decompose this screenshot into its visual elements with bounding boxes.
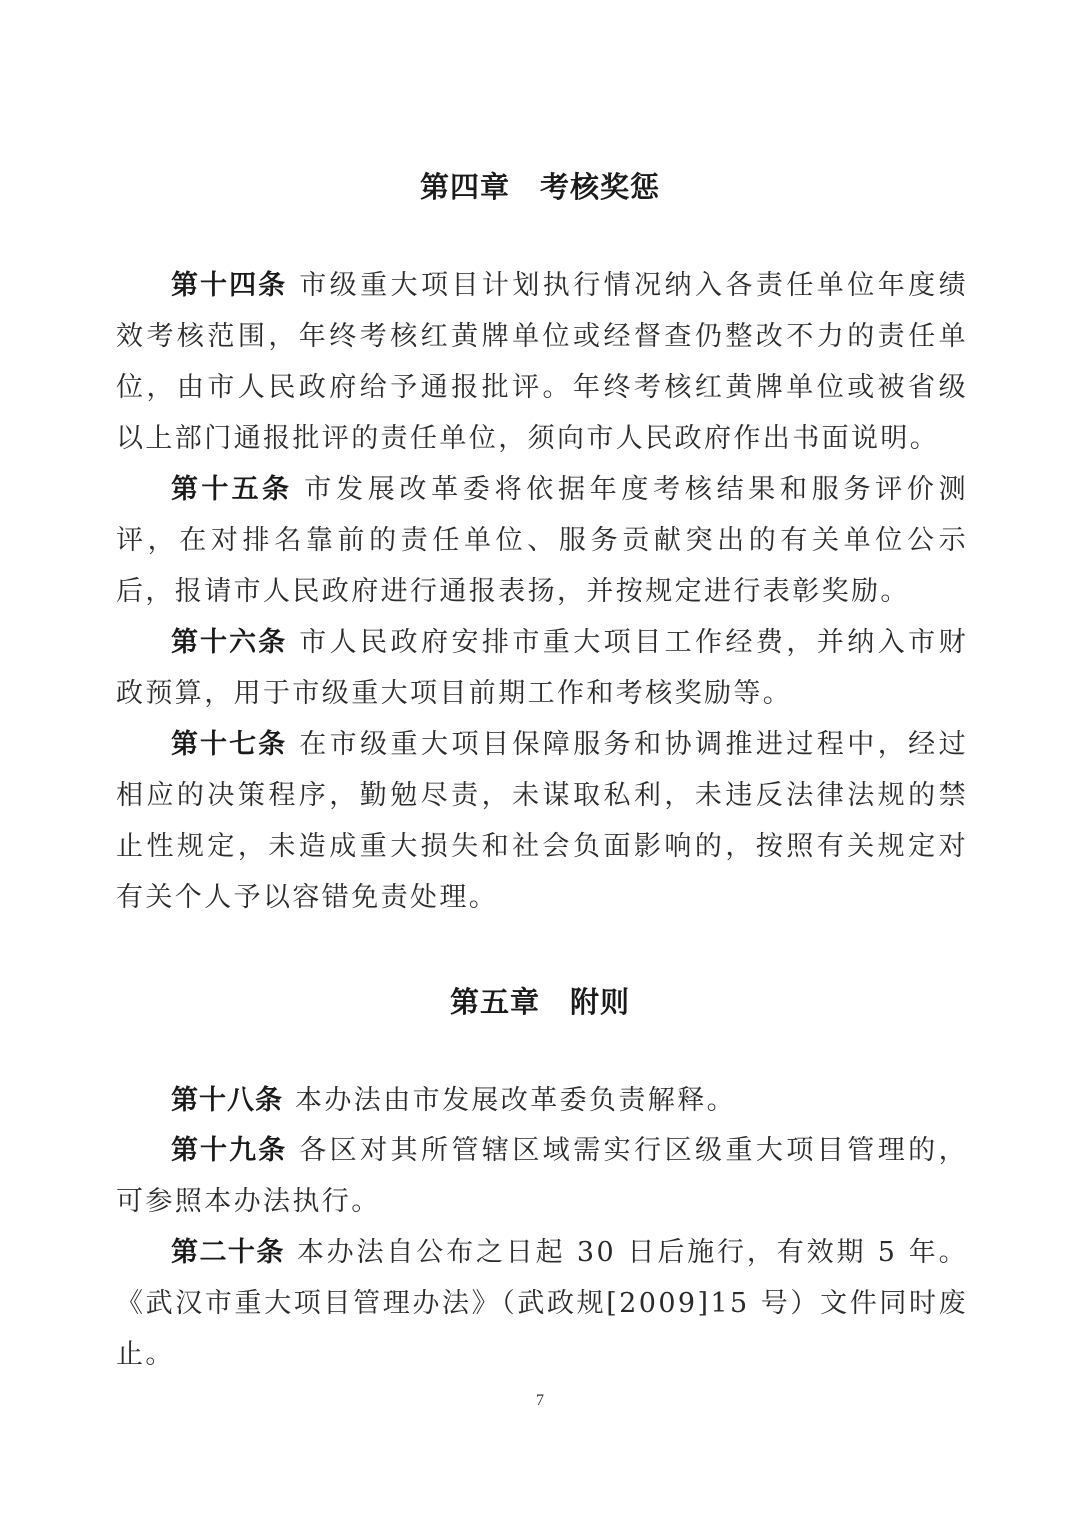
article-19 xyxy=(116,1125,968,1227)
article-19-text: 各区对其所管辖区域需实行区级重大项目管理的，可参照本办法执行。 xyxy=(116,1135,968,1217)
article-20-text: 本办法自公布之日起 30 日后施行，有效期 5 年。《武汉市重大项目管理办法》（武政规[2009]15 号）文件同时废止。 xyxy=(116,1237,969,1370)
article-15-text: 市发展改革委将依据年度考核结果和服务评价测评，在对排名靠前的责任单位、服务贡献突出的有关单位公示后，报请市人民政府进行通报表扬，并按规定进行表彰奖励。 xyxy=(116,474,968,607)
chapter-4-heading xyxy=(0,165,1080,206)
article-15-label: 第十五条 xyxy=(171,474,293,505)
chapter-4-title: 考核奖惩 xyxy=(540,170,661,204)
chapter-5-number: 第五章 xyxy=(449,985,540,1019)
article-18-text: 本办法由市发展改革委负责解释。 xyxy=(295,1085,736,1116)
chapter-5-title: 附则 xyxy=(570,985,631,1019)
article-17-text: 在市级重大项目保障服务和协调推进过程中，经过相应的决策程序，勤勉尽责，未谋取私利，未违反法律法规的禁止性规定，未造成重大损失和社会负面影响的，按照有关规定对有关个人予以容错免责处理。 xyxy=(116,729,968,913)
chapter-5-heading xyxy=(0,980,1080,1021)
article-16-label: 第十六条 xyxy=(171,627,288,658)
article-16 xyxy=(116,617,968,719)
article-17 xyxy=(116,719,968,923)
article-14-text: 市级重大项目计划执行情况纳入各责任单位年度绩效考核范围，年终考核红黄牌单位或经督查仍整改不力的责任单位，由市人民政府给予通报批评。年终考核红黄牌单位或被省级以上部门通报批评的责任单位，须向市人民政府作出书面说明。 xyxy=(116,270,968,454)
page-number: 7 xyxy=(536,1392,544,1409)
article-17-label: 第十七条 xyxy=(171,729,288,760)
article-15 xyxy=(116,464,968,617)
article-16-text: 市人民政府安排市重大项目工作经费，并纳入市财政预算，用于市级重大项目前期工作和考核奖励等。 xyxy=(116,627,968,709)
article-19-label: 第十九条 xyxy=(171,1135,288,1166)
article-18 xyxy=(116,1075,968,1126)
article-14 xyxy=(116,260,968,464)
article-18-label: 第十八条 xyxy=(171,1085,283,1116)
article-20 xyxy=(116,1227,968,1380)
article-20-label: 第二十条 xyxy=(171,1237,285,1268)
chapter-4-number: 第四章 xyxy=(419,170,510,204)
article-14-label: 第十四条 xyxy=(171,270,288,301)
